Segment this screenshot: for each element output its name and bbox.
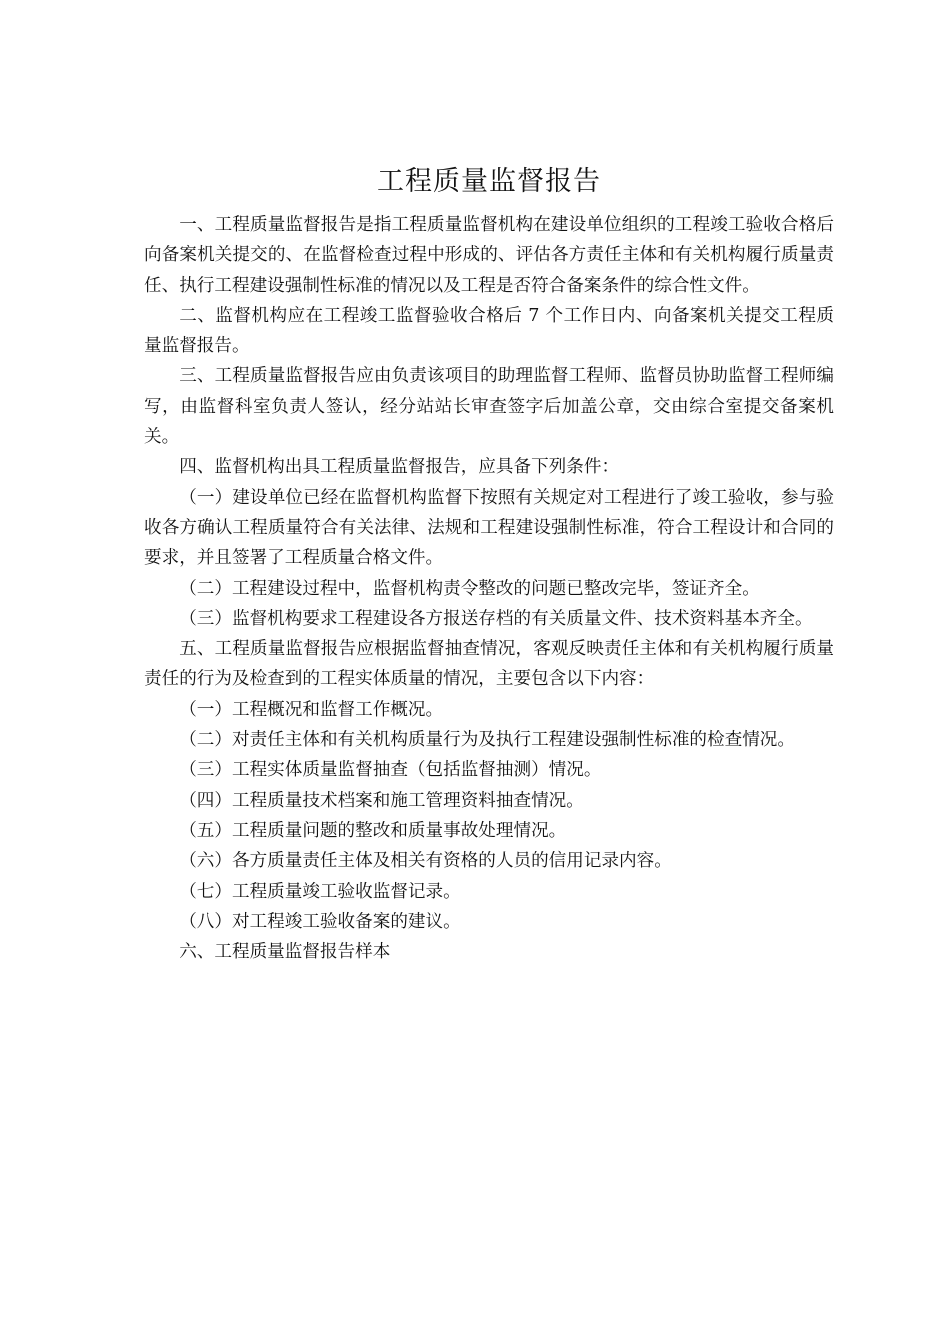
paragraph-5-item-7: （七）工程质量竣工验收监督记录。 <box>179 881 461 902</box>
paragraph-4-item-1: （一）建设单位已经在监督机构监督下按照有关规定对工程进行了竣工验收，参与验收各方确认工程质量符合有关法律、法规和工程建设强制性标准，符合工程设计和合同的要求，并且签署了工程质量合格文件。 <box>144 487 834 569</box>
paragraph-6: 六、工程质量监督报告样本 <box>179 942 391 963</box>
document-title: 工程质量监督报告 <box>377 166 601 197</box>
paragraph-5-item-8: （八）对工程竣工验收备案的建议。 <box>179 911 461 932</box>
paragraph-5-item-3: （三）工程实体质量监督抽查（包括监督抽测）情况。 <box>179 760 602 781</box>
paragraph-2: 二、监督机构应在工程竣工监督验收合格后 7 个工作日内、向备案机关提交工程质量监督报告。 <box>144 305 834 357</box>
document-page <box>144 160 834 967</box>
paragraph-5: 五、工程质量监督报告应根据监督抽查情况，客观反映责任主体和有关机构履行质量责任的行为及检查到的工程实体质量的情况，主要包含以下内容： <box>144 639 834 690</box>
paragraph-4-item-3: （三）监督机构要求工程建设各方报送存档的有关质量文件、技术资料基本齐全。 <box>179 608 813 629</box>
paragraph-4: 四、监督机构出具工程质量监督报告，应具备下列条件： <box>179 457 620 478</box>
paragraph-5-item-4: （四）工程质量技术档案和施工管理资料抽查情况。 <box>179 790 584 811</box>
paragraph-5-item-1: （一）工程概况和监督工作概况。 <box>179 699 444 720</box>
paragraph-1: 一、工程质量监督报告是指工程质量监督机构在建设单位组织的工程竣工验收合格后向备案机关提交的、在监督检查过程中形成的、评估各方责任主体和有关机构履行质量责任、执行工程建设强制性标准的情况以及工程是否符合备案条件的综合性文件。 <box>144 215 834 296</box>
paragraph-5-item-5: （五）工程质量问题的整改和质量事故处理情况。 <box>179 820 567 841</box>
paragraph-5-item-6: （六）各方质量责任主体及相关有资格的人员的信用记录内容。 <box>179 851 672 872</box>
paragraph-5-item-2: （二）对责任主体和有关机构质量行为及执行工程建设强制性标准的检查情况。 <box>179 730 795 751</box>
paragraph-4-item-2: （二）工程建设过程中，监督机构责令整改的问题已整改完毕，签证齐全。 <box>179 578 760 599</box>
paragraph-3: 三、工程质量监督报告应由负责该项目的助理监督工程师、监督员协助监督工程师编写，由监督科室负责人签认，经分站站长审查签字后加盖公章，交由综合室提交备案机关。 <box>144 366 834 448</box>
